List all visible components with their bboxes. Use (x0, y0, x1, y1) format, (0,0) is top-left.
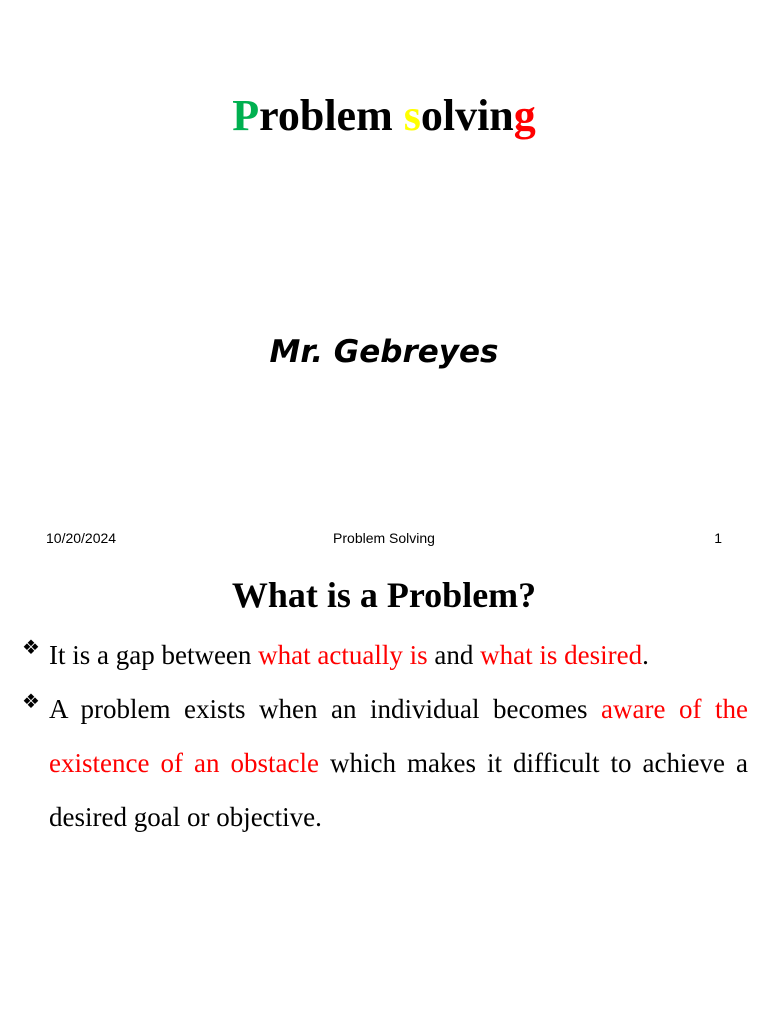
highlighted-text: what actually is (258, 640, 428, 670)
presenter-name: Mr. Gebreyes (269, 334, 499, 370)
bullet-text: which makes it difficult to achieve a desired goal or objective. (49, 748, 748, 832)
diamond-bullet-icon: ❖ (22, 635, 40, 659)
bullet-text: It is a gap between (49, 640, 259, 670)
title-part: g (513, 91, 536, 140)
title-part: roblem (259, 91, 404, 140)
bullet-text: . (642, 640, 649, 670)
footer-title: Problem Solving (333, 530, 435, 546)
bullet-item (22, 682, 748, 844)
slide-title: What is a Problem? (231, 575, 537, 615)
bullet-list (22, 628, 748, 844)
diamond-bullet-icon: ❖ (22, 689, 40, 713)
slide-title (0, 88, 768, 144)
highlighted-text: what is desired (480, 640, 643, 670)
bullet-item (22, 628, 748, 682)
footer-date: 10/20/2024 (46, 530, 117, 546)
title-part: s (403, 91, 421, 140)
slide-2 (0, 560, 768, 1024)
highlighted-text: aware of the existence of an obstacle (49, 694, 749, 778)
bullet-text: A problem exists when an individual becomes (49, 694, 602, 724)
title-part: olvin (420, 91, 514, 140)
footer-page-number: 1 (714, 530, 722, 546)
bullet-text: and (427, 640, 481, 670)
slide-footer (0, 528, 768, 548)
title-part: P (232, 91, 260, 140)
